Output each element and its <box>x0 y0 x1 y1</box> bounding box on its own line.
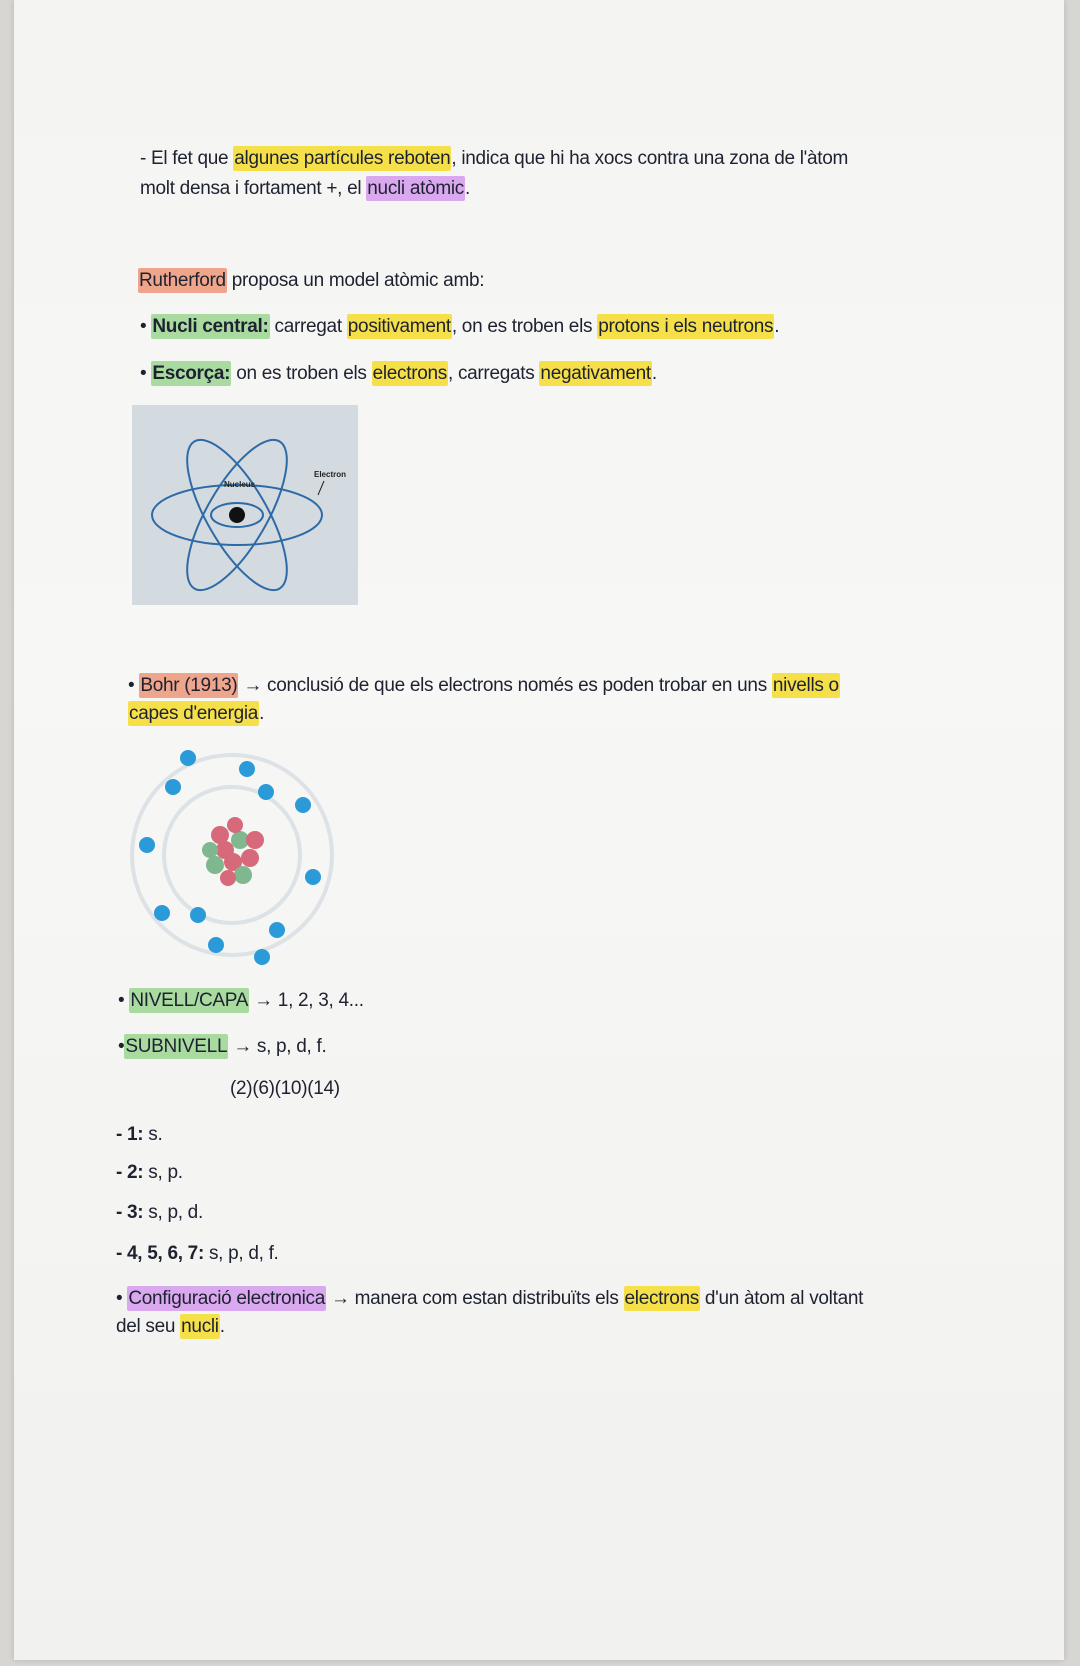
level-sublevels: s, p, d, f. <box>203 1243 279 1264</box>
level-row <box>116 1162 183 1184</box>
level-sublevels: s. <box>143 1124 163 1145</box>
level-number: - 1: <box>116 1124 144 1145</box>
text: . <box>465 178 470 199</box>
nucleus <box>229 507 245 523</box>
bohr-atom-diagram <box>125 740 340 970</box>
text: → s, p, d, f. <box>228 1036 327 1057</box>
highlight-green: Nucli central: <box>152 316 269 337</box>
subnivell-capacities: (2)(6)(10)(14) <box>230 1078 340 1099</box>
level-number: - 4, 5, 6, 7: <box>116 1243 204 1264</box>
config-line2 <box>116 1316 225 1338</box>
text: molt densa i fortament +, el <box>140 178 367 199</box>
text: → manera com estan distribuïts els <box>325 1288 624 1309</box>
text: . <box>651 363 657 384</box>
paragraph-rebound-line2 <box>140 178 470 200</box>
bullet-nucli-central: • Nucli central: carregat positivament, on es troben els protons i els neutrons. <box>140 316 780 337</box>
highlight-green: Escorça: <box>152 363 231 384</box>
highlight-purple: nucli atòmic <box>367 178 464 199</box>
bohr-line1: • Bohr (1913) → conclusió de que els electrons només es poden trobar en uns nivells o <box>128 675 839 696</box>
highlight-orange: Bohr (1913) <box>140 675 238 696</box>
subnivell: •SUBNIVELL → s, p, d, f. <box>118 1036 327 1057</box>
text: . <box>219 1316 225 1337</box>
rutherford-atom-diagram <box>132 405 358 605</box>
text: - El fet que <box>140 148 234 169</box>
level-row <box>116 1202 203 1224</box>
level-sublevels: s, p. <box>143 1162 183 1183</box>
text: . <box>774 316 780 337</box>
text: d'un àtom al voltant <box>699 1288 864 1309</box>
text: → 1, 2, 3, 4... <box>249 990 364 1011</box>
text: carregat <box>269 316 347 337</box>
level-number: - 3: <box>116 1202 144 1223</box>
nucleus-label: Nucleus <box>224 480 256 489</box>
level-number: - 2: <box>116 1162 144 1183</box>
text: proposa un model atòmic amb: <box>226 270 485 291</box>
nucleus-particles <box>202 817 264 886</box>
highlight-yellow: positivament <box>347 316 451 337</box>
highlight-orange: Rutherford <box>139 270 226 291</box>
highlight-yellow: nivells o <box>772 675 839 696</box>
highlight-green: NIVELL/CAPA <box>130 990 249 1011</box>
paragraph-rebound-line1 <box>140 148 848 170</box>
highlight-yellow: electrons <box>624 1288 699 1309</box>
highlight-yellow: capes d'energia <box>129 703 259 724</box>
text: → conclusió de que els electrons només es poden trobar en uns <box>238 675 772 696</box>
highlight-yellow: electrons <box>372 363 447 384</box>
highlight-green: SUBNIVELL <box>125 1036 228 1057</box>
highlight-yellow: negativament <box>540 363 651 384</box>
config-line1: • Configuració electronica → manera com estan distribuïts els electrons d'un àtom al voltant <box>116 1288 864 1309</box>
level-row <box>116 1243 279 1265</box>
highlight-purple: Configuració electronica <box>128 1288 325 1309</box>
bohr-line2 <box>128 703 264 725</box>
highlight-yellow: nucli <box>181 1316 219 1337</box>
highlight-yellow: algunes partícules reboten <box>234 148 451 169</box>
bullet-escorca: • Escorça: on es troben els electrons, carregats negativament. <box>140 363 657 384</box>
nivell-capa: • NIVELL/CAPA → 1, 2, 3, 4... <box>118 990 364 1011</box>
text: . <box>259 703 265 724</box>
text: del seu <box>116 1316 181 1337</box>
text: , indica que hi ha xocs contra una zona de l'àtom <box>451 148 849 169</box>
text: , carregats <box>447 363 540 384</box>
level-sublevels: s, p, d. <box>143 1202 203 1223</box>
rutherford-intro <box>138 270 484 292</box>
text: on es troben els <box>231 363 372 384</box>
electron-label: Electron <box>314 470 347 479</box>
text: , on es troben els <box>451 316 598 337</box>
level-row <box>116 1124 162 1146</box>
highlight-yellow: protons i els neutrons <box>598 316 774 337</box>
